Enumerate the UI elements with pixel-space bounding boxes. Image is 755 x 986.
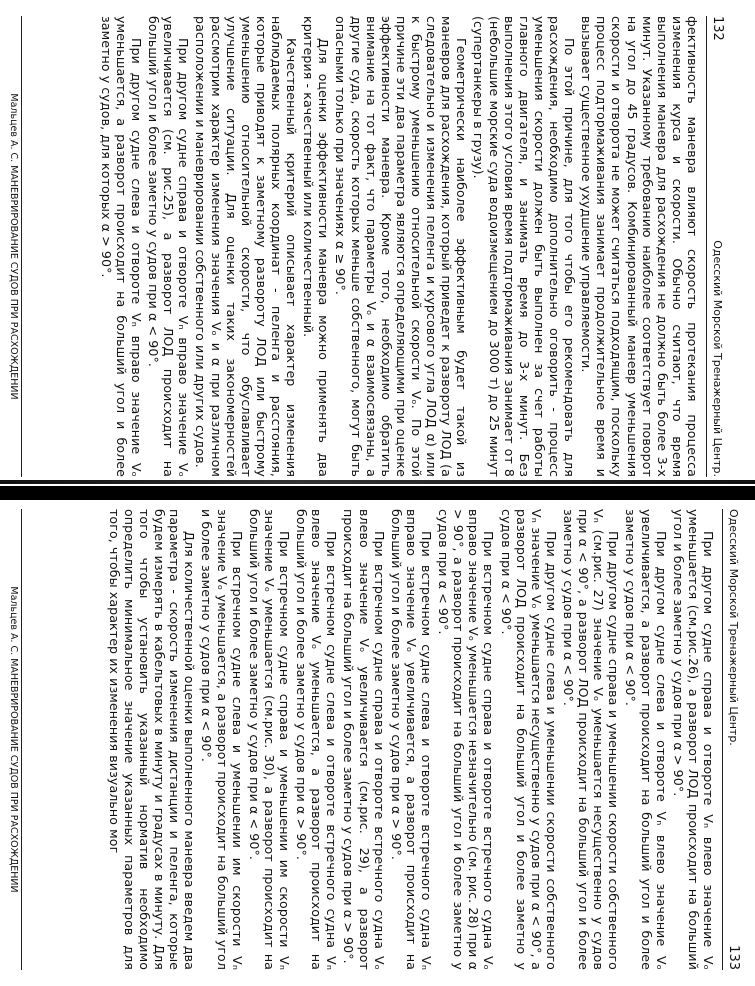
page-number: 132: [710, 16, 725, 41]
paragraph: При встречном судне слева и отвороте встречного судна Vₙ влево значение Vₒ уменьшается, а разворот происходит на больший угол и более заметно у судов при α > 90°.: [294, 509, 340, 970]
page-133-content: [0, 493, 755, 986]
paragraph: По этой причине, для того чтобы его рекомендовать для расхождения, необходимо дополнительно оговорить - процесс уменьшения скорости должен быть выполнен за счет работы главного двигателя, и занимать время до 3-х минут. Без выполнения этого условия время подтормаживания занимает от 8 (небольшие морские суда водоизмещением до 3000 т) до 25 минут (супертанкеры в грузу).: [471, 16, 578, 477]
binding-shadow: [0, 480, 755, 484]
running-header: Одесский Морской Тренажерный Центр.: [727, 509, 740, 746]
paragraph: При встречном судне слева и уменьшении им скорости Vₙ значение Vₒ уменьшается, а разворот происходит на больший угол и более заметно у судов при α < 90°.: [199, 509, 245, 970]
paragraph: При другом судне справа и отвороте Vₙ влево значение Vₒ уменьшается (см.рис.26), а разворот ЛОД происходит на больший угол и более заметно у судов при α > 90°.: [670, 509, 716, 970]
paragraph: При встречном судне справа и отвороте встречного судна Vₒ влево значение Vₒ увеличивается (см.рис. 29), а разворот происходит на больший угол и более заметно у судов при α > 90°.: [341, 509, 387, 970]
page-133-footer: Мальцев А. С. МАНЕВРИРОВАНИЕ СУДОВ ПРИ РАСХОЖДЕНИИ: [8, 509, 22, 970]
page-132-footer: Мальцев А. С. МАНЕВРИРОВАНИЕ СУДОВ ПРИ РАСХОЖДЕНИИ: [8, 16, 22, 477]
paragraph: При встречном судне справа и отвороте встречного судна Vₒ вправо значение Vₒ уменьшается незначительно (см. рис. 28) при α > 90°, а разворот происходит на больший угол и более заметно у судов при α < 90°.: [436, 509, 497, 970]
paragraph: Для количественной оценки выполненного маневра введем два параметра - скорость изменения дистанции и пеленга, которые будем измерять в кабельтовых в минуту и градусах в минуту. Для того чтобы установить указанный норматив необходимо определить минимальное значение указанных параметров для того, чтобы характер их изменения визуально мог: [106, 509, 198, 970]
page-133-header: [722, 509, 741, 970]
paragraph: Качественный критерий описывает характер изменения наблюдаемых полярных координат - пеленга и расстояния, которые приводят к заметному развороту ЛОД или быстрому уменьшению относительной скорости, что обуславливает улучшение ситуации. Для оценки таких закономерностей рассмотрим характер изменения значения Vₒ и α при различном расположении и маневрировании собственного или других судов.: [193, 16, 300, 477]
paragraph: фективность маневра влияют скорость протекания процесса изменения курса и скорости. Обычно считают, что время выполнения маневра для расхождения не должно быть более 3-х минут. Указанному требованию наиболее соответствует поворот на угол до 45 градусов. Комбинированный маневр уменьшения скорости и отворота не может считаться подходящим, поскольку процесс подтормаживания занимает продолжительное время и вызывает существенное ухудшение управляемости.: [579, 16, 700, 477]
paragraph: Для оценки эффективности маневра можно применять два критерия - качественный или количественный.: [301, 16, 332, 477]
running-header: Одесский Морской Тренажерный Центр.: [711, 240, 724, 477]
paragraph: При другом судне слева и уменьшении скорости собственного Vₙ значение Vₒ уменьшается несущественно у судов при α < 90°, а разворот ЛОД происходит на больший угол и более заметно у судов при α < 90°.: [498, 509, 559, 970]
page-number: 133: [726, 945, 741, 970]
page-133-body: [107, 509, 716, 970]
paragraph: При другом судне справа и отвороте Vₙ вправо значение Vₒ увеличивается (см. рис.25), а разворот ЛОД происходит на больший угол и более заметно у судов при α < 90°.: [146, 16, 192, 477]
page-132-body: [99, 16, 700, 477]
paragraph: При другом судне справа и уменьшении скорости собственного Vₙ (см.рис. 27) значение Vₒ уменьшается несущественно у судов при α < 90°, а разворот ЛОД происходит на больший угол и более заметно у судов при α < 90°.: [561, 509, 622, 970]
paragraph: При встречном судне слева и отвороте встречного судна Vₙ вправо значение Vₒ увеличивается, а разворот происходит на больший угол и более заметно у судов при α > 90°.: [388, 509, 435, 970]
page-132-header: [706, 16, 725, 477]
page-133: [0, 493, 755, 986]
paragraph: При другом судне слева и отвороте Vₙ влево значение Vₒ увеличивается, а разворот происходит на больший угол и более заметно у судов при α < 90°.: [623, 509, 669, 970]
paragraph: При другом судне слева и отвороте Vₙ вправо значение Vₒ уменьшается, а разворот происходит на больший угол и более заметно у судов, для которых α > 90°.: [98, 16, 145, 477]
paragraph: При встречном судне справа и уменьшении им скорости Vₙ значение Vₒ уменьшается (см.рис. 30), а разворот происходит на больший угол и более заметно у судов при α < 90°.: [246, 509, 293, 970]
paragraph: Геометрически наиболее эффективным будет такой из маневров для расхождения, который приведет к развороту ЛОД (а следовательно и изменения пеленга и курсового угла ЛОД α) или к быстрому уменьшению относительной скорости Vₒ. По этой причине эти два параметра являются определяющими при оценке эффективности маневра. Кроме того, необходимо обратить внимание на тот факт, что параметры Vₒ и α взаимосвязаны, а другие суда, скорость которых меньше собственного, могут быть опасными только при значениях α ≥ 90°.: [333, 16, 470, 477]
